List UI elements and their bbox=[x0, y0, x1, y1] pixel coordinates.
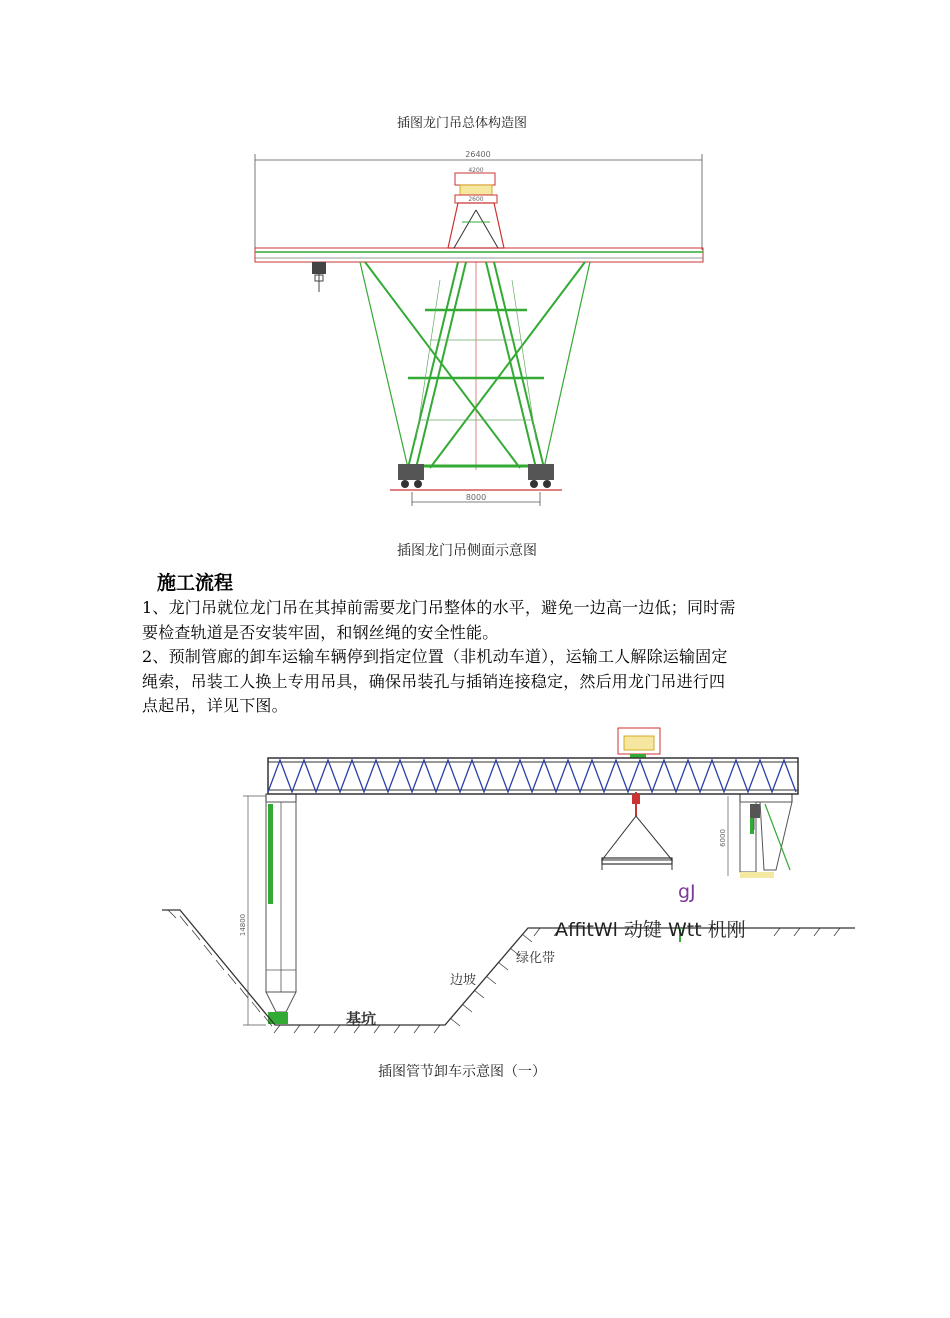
truss-beam bbox=[268, 758, 798, 794]
truss-web bbox=[268, 760, 796, 792]
label-greenbelt: 绿化带 bbox=[516, 951, 556, 966]
electric-hoist bbox=[312, 262, 326, 292]
trolley-inner-dimension-label: 2600 bbox=[468, 196, 484, 203]
right-leg bbox=[740, 794, 792, 878]
figure1-top-caption: 插图龙门吊总体构造图 bbox=[397, 116, 528, 129]
label-road: AffitWl 动键 Wtt 机刚 bbox=[555, 919, 746, 941]
paragraph-2-line-1: 2、预制管廊的卸车运输车辆停到指定位置（非机动车道），运输工人解除运输固定 bbox=[142, 647, 728, 666]
figure2-caption: 插图管节卸车示意图（一） bbox=[378, 1064, 546, 1080]
span-dimension-label: 26400 bbox=[465, 150, 491, 159]
figure1-caption: 插图龙门吊侧面示意图 bbox=[397, 543, 537, 559]
label-slope: 边坡 bbox=[450, 973, 477, 988]
paragraph-2-line-3: 点起吊，详见下图。 bbox=[142, 696, 288, 715]
base-dimension-label: 8000 bbox=[465, 493, 487, 502]
hook-and-spreader bbox=[602, 792, 672, 870]
pipe-unloading-diagram bbox=[150, 720, 855, 1060]
paragraph-2 bbox=[142, 645, 728, 719]
paragraph-1 bbox=[142, 596, 736, 645]
crane-trolley bbox=[448, 173, 504, 248]
gantry-crane-side-diagram bbox=[240, 140, 710, 525]
label-pit: 基坑 bbox=[346, 1010, 377, 1028]
left-leg-dimension-label: 14800 bbox=[239, 913, 247, 937]
section-heading: 施工流程 bbox=[157, 572, 234, 594]
right-leg-dimension-label: 6000 bbox=[719, 829, 727, 847]
left-leg bbox=[266, 794, 296, 1024]
paragraph-2-line-2: 绳索，吊装工人换上专用吊具，确保吊装孔与插销连接稳定，然后用龙门吊进行四 bbox=[142, 671, 726, 691]
crane-legs bbox=[360, 262, 590, 468]
paragraph-1-line-2: 要检查轨道是否安装牢固，和钢丝绳的安全性能。 bbox=[142, 622, 499, 642]
label-gj: gJ bbox=[678, 881, 696, 903]
main-beam bbox=[255, 248, 703, 262]
top-trolley bbox=[618, 728, 660, 758]
paragraph-1-line-1: 1、龙门吊就位龙门吊在其掉前需要龙门吊整体的水平，避免一边高一边低；同时需 bbox=[142, 598, 736, 617]
trolley-dimension-label: 4200 bbox=[468, 167, 484, 174]
